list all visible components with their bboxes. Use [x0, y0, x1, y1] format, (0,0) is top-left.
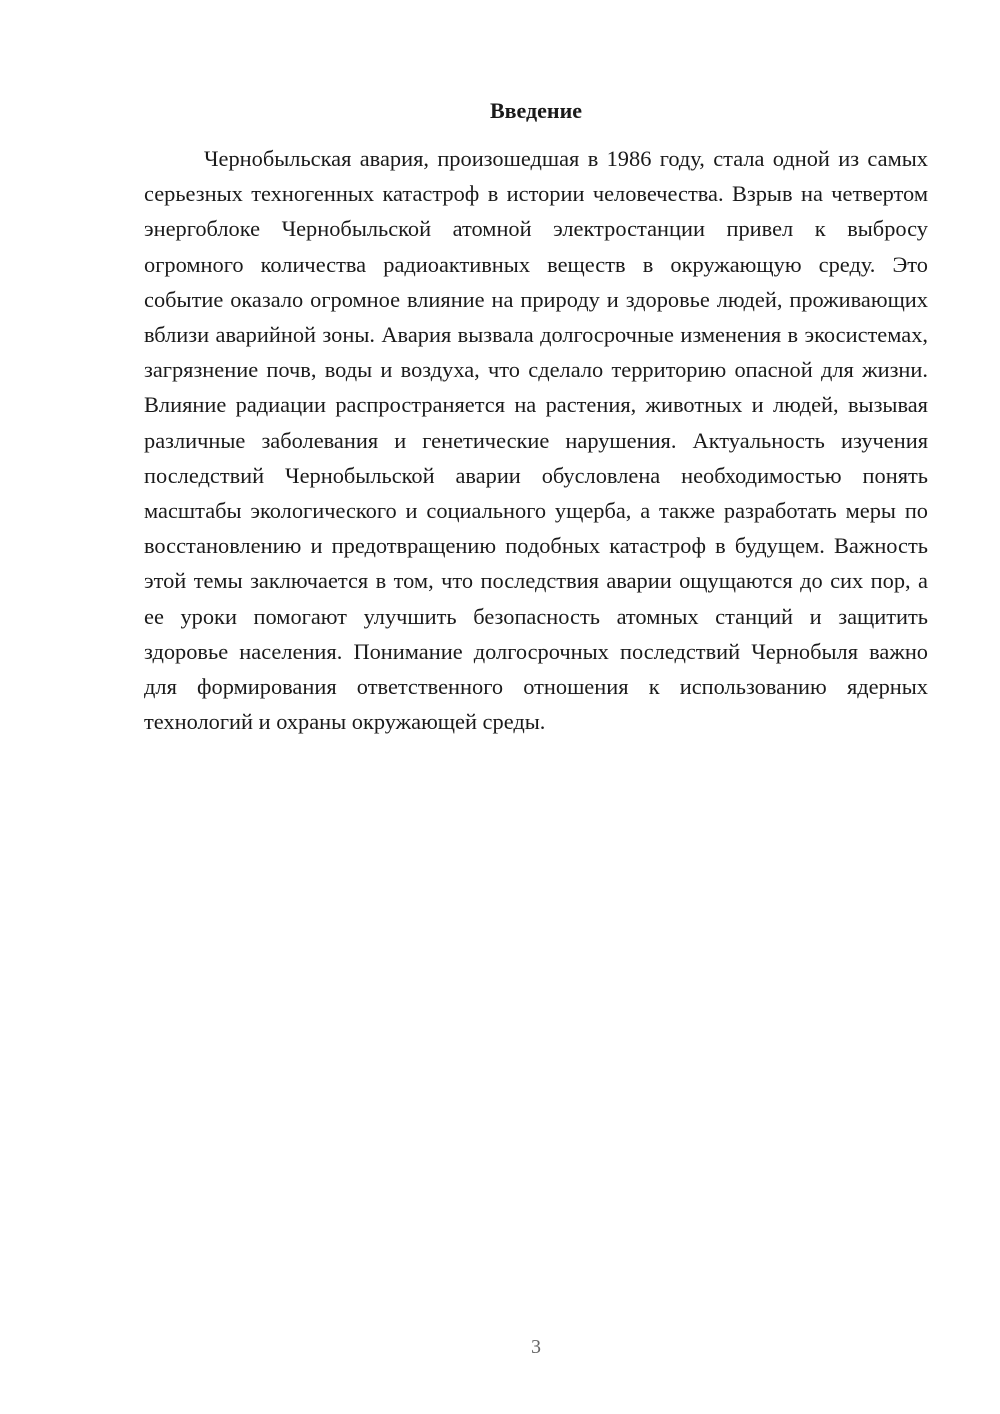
page-number: 3 — [531, 1336, 541, 1358]
section-heading: Введение — [489, 98, 583, 123]
introduction-paragraph: Чернобыльская авария, произошедшая в 1986 году, стала одной из самых серьезных техногенных катастроф в истории человечества. Взрыв на четвертом энергоблоке Чернобыльской атомной электростанции привел к выбросу огромного количества радиоактивных веществ в окружающую среду. Это событие оказало огромное влияние на природу и здоровье людей, проживающих вблизи аварийной зоны. Авария вызвала долгосрочные изменения в экосистемах, загрязнение почв, воды и воздуха, что сделало территорию опасной для жизни. Влияние радиации распространяется на растения, животных и людей, вызывая различные заболевания и генетические нарушения. Актуальность изучения последствий Чернобыльской аварии обусловлена необходимостью понять масштабы экологического и социального ущерба, а также разработать меры по восстановлению и предотвращению подобных катастроф в будущем. Важность этой темы заключается в том, что последствия аварии ощущаются до сих пор, а ее уроки помогают улучшить безопасность атомных станций и защитить здоровье населения. Понимание долгосрочных последствий Чернобыля важно для формирования ответственного отношения к использованию ядерных технологий и охраны окружающей среды. — [144, 146, 928, 735]
